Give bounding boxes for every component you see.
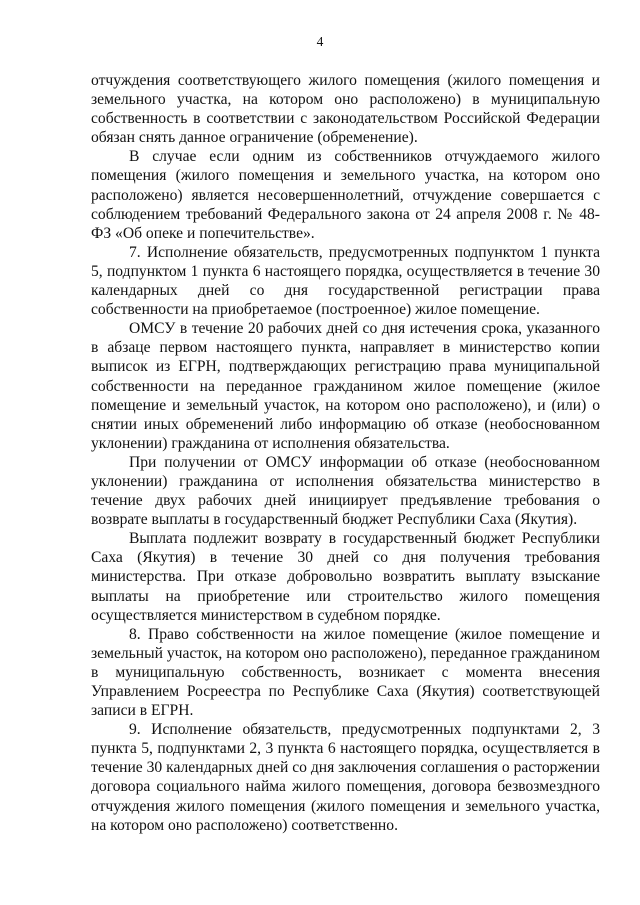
paragraph-item-9: 9. Исполнение обязательств, предусмотренных подпунктами 2, 3 пункта 5, подпунктами 2, 3 пункта 6 настоящего порядка, осуществляется в течение 30 календарных дней со дня заключения соглашения о расторжении договора социального найма жилого помещения, договора безвозмездного отчуждения жилого помещения (жилого помещения и земельного участка, на котором оно расположено) соответственно. <box>91 721 600 834</box>
paragraph-refusal-info: При получении от ОМСУ информации об отказе (необоснованном уклонении) гражданина от исполнения обязательства министерство в течение двух рабочих дней инициирует предъявление требования о возврате выплаты в государственный бюджет Республики Саха (Якутия). <box>91 453 600 529</box>
paragraph-minor-owner: В случае если одним из собственников отчуждаемого жилого помещения (жилого помещения и земельного участка, на котором оно расположено) является несовершеннолетний, отчуждение совершается с соблюдением требований Федерального закона от 24 апреля 2008 г. № 48-ФЗ «Об опеке и попечительстве». <box>91 148 600 242</box>
document-body <box>91 71 600 835</box>
paragraph-payment-return: Выплата подлежит возврату в государственный бюджет Республики Саха (Якутия) в течение 30 дней со дня получения требования министерства. При отказе добровольно возвратить выплату взыскание выплаты на приобретение или строительство жилого помещения осуществляется министерством в судебном порядке. <box>91 530 600 624</box>
page-number: 4 <box>316 34 324 49</box>
paragraph-omsu-deadline: ОМСУ в течение 20 рабочих дней со дня истечения срока, указанного в абзаце первом настоящего пункта, направляет в министерство копии выписок из ЕГРН, подтверждающих регистрацию права муниципальной собственности на переданное гражданином жилое помещение (жилое помещение и земельный участок, на котором оно расположено), и (или) о снятии иных обременений либо информацию об отказе (необоснованном уклонении) гражданина от исполнения обязательства. <box>91 320 600 452</box>
paragraph-item-8: 8. Право собственности на жилое помещение (жилое помещение и земельный участок, на котором оно расположено), переданное гражданином в муниципальную собственность, возникает с момента внесения Управлением Росреестра по Республике Саха (Якутия) соответствующей записи в ЕГРН. <box>91 625 600 720</box>
paragraph-item-7: 7. Исполнение обязательств, предусмотренных подпунктом 1 пункта 5, подпунктом 1 пункта 6 настоящего порядка, осуществляется в течение 30 календарных дней со дня государственной регистрации права собственности на приобретаемое (построенное) жилое помещение. <box>91 243 600 319</box>
paragraph-continuation: отчуждения соответствующего жилого помещения (жилого помещения и земельного участка, на котором оно расположено) в муниципальную собственность в соответствии с законодательством Российской Федерации обязан снять данное ограничение (обременение). <box>91 72 600 147</box>
